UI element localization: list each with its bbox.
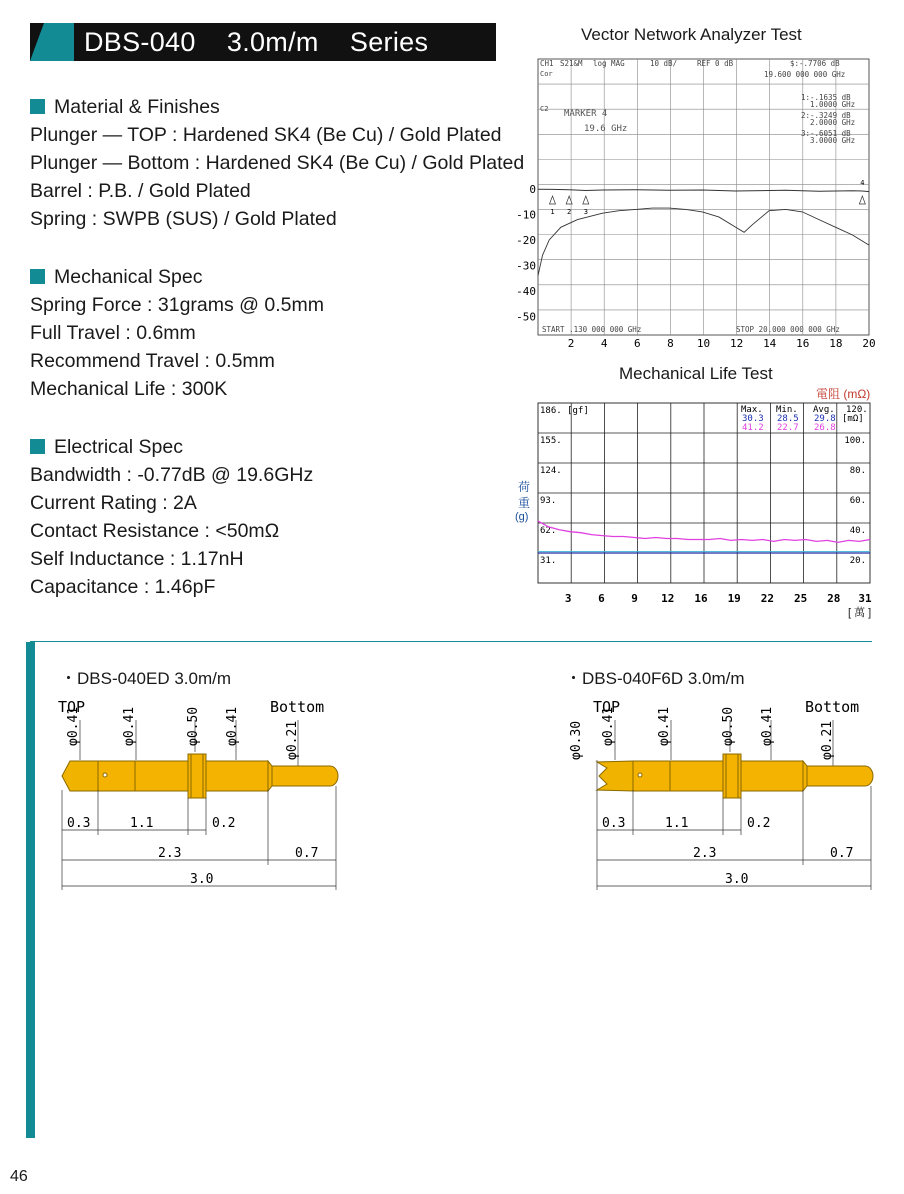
drawing-1-top-label: TOP bbox=[58, 698, 86, 716]
page-title: DBS-040 3.0m/m Series bbox=[84, 27, 429, 57]
life-avg-label: Avg. bbox=[813, 405, 835, 415]
drawing-2-bottom-label: Bottom bbox=[805, 698, 860, 716]
life-x-tick: 16 bbox=[694, 592, 708, 605]
drawing-1-length: 0.2 bbox=[212, 816, 236, 831]
material-line: Spring : SWPB (SUS) / Gold Plated bbox=[30, 208, 337, 230]
drawing-2 bbox=[569, 690, 885, 895]
life-x-tick: 25 bbox=[793, 592, 808, 605]
vna-marker-db: -.6051 dB bbox=[810, 129, 851, 138]
vna-scale: 10 dB/ bbox=[650, 59, 678, 68]
life-right-unit: 電阻 (mΩ) bbox=[816, 387, 871, 401]
vna-marker-table bbox=[801, 93, 855, 145]
vna-marker-id: 2: bbox=[801, 111, 811, 120]
life-y-right-tick: 20. bbox=[849, 556, 866, 566]
life-y-left-tick: 31. bbox=[540, 556, 557, 566]
life-min-blue: 28.5 bbox=[777, 414, 799, 424]
vna-param: S21&M bbox=[560, 59, 583, 68]
drawing-1-dim: φ0.41 bbox=[66, 706, 81, 746]
vna-marker-db: -.3249 dB bbox=[810, 111, 851, 120]
material-line: Plunger — TOP : Hardened SK4 (Be Cu) / Gold Plated bbox=[30, 124, 502, 146]
drawing-2-length: 1.1 bbox=[665, 816, 689, 831]
life-x-unit: [ 萬 ] bbox=[848, 607, 872, 619]
vna-chart bbox=[510, 56, 874, 354]
vna-y-tick: -10 bbox=[516, 208, 536, 222]
vna-c2: C2 bbox=[540, 105, 549, 113]
mechanical-line: Full Travel : 0.6mm bbox=[30, 322, 196, 344]
electrical-line: Self Inductance : 1.17nH bbox=[30, 548, 244, 570]
drawing-2-length: 3.0 bbox=[725, 872, 749, 887]
vna-marker-id: 3: bbox=[801, 129, 811, 138]
vna-marker-num: 1 bbox=[550, 208, 555, 216]
drawing-2-dim: φ0.41 bbox=[601, 706, 616, 746]
material-heading: Material & Finishes bbox=[30, 96, 220, 119]
life-x-tick: 6 bbox=[598, 592, 605, 605]
vna-x-tick: 6 bbox=[633, 337, 641, 350]
material-line: Barrel : P.B. / Gold Plated bbox=[30, 180, 251, 202]
mechanical-line: Recommend Travel : 0.5mm bbox=[30, 350, 275, 372]
vna-x-tick: 18 bbox=[829, 337, 843, 350]
vna-ch: CH1 bbox=[540, 59, 554, 68]
life-y-left-tick: 124. bbox=[540, 466, 562, 476]
drawing-1-bottom-label: Bottom bbox=[270, 698, 325, 716]
life-unit1: 120. bbox=[846, 405, 868, 415]
life-max-pink: 41.2 bbox=[742, 423, 764, 433]
drawing-2-length: 0.3 bbox=[602, 816, 626, 831]
life-y-left-tick: 93. bbox=[540, 496, 557, 506]
life-left-unit-1: 荷 bbox=[518, 480, 531, 494]
life-x-tick: 3 bbox=[564, 592, 572, 605]
section-square-icon bbox=[30, 99, 45, 114]
electrical-line: Contact Resistance : <50mΩ bbox=[30, 520, 280, 542]
life-y-left-tick: 155. bbox=[540, 436, 562, 446]
life-max-blue: 30.3 bbox=[742, 414, 764, 424]
life-max-label: Max. bbox=[741, 405, 763, 415]
electrical-line: Bandwidth : -0.77dB @ 19.6GHz bbox=[30, 464, 314, 486]
life-min-label: Min. bbox=[776, 405, 798, 415]
vna-marker-f: 3.0000 GHz bbox=[810, 136, 856, 145]
vna-x-ticks bbox=[568, 337, 876, 350]
electrical-line: Capacitance : 1.46pF bbox=[30, 576, 216, 598]
drawing-2-title: ・DBS-040F6D 3.0m/m bbox=[565, 669, 745, 688]
drawing-1-dim: φ0.50 bbox=[186, 706, 201, 746]
section-square-icon bbox=[30, 439, 45, 454]
vna-y-tick: -30 bbox=[516, 259, 536, 273]
drawing-2-length: 0.2 bbox=[747, 816, 771, 831]
drawing-1-length: 1.1 bbox=[130, 816, 154, 831]
drawing-1-length: 2.3 bbox=[158, 846, 182, 861]
vna-marker-f: 1.0000 GHz bbox=[810, 100, 856, 109]
vna-marker-id: 1: bbox=[801, 93, 811, 102]
drawing-1-dim: φ0.21 bbox=[285, 720, 300, 760]
drawing-2-dim: φ0.41 bbox=[657, 706, 672, 746]
vna-y-ticks bbox=[516, 183, 536, 324]
drawing-1-dim: φ0.41 bbox=[122, 706, 137, 746]
life-min-pink: 22.7 bbox=[777, 423, 799, 433]
vna-x-tick: 10 bbox=[696, 337, 711, 350]
life-x-tick: 22 bbox=[760, 592, 775, 605]
material-line: Plunger — Bottom : Hardened SK4 (Be Cu) / Gold Plated bbox=[30, 152, 525, 174]
vna-x-tick: 2 bbox=[567, 337, 575, 350]
life-chart bbox=[536, 400, 876, 605]
life-y-right-tick: 100. bbox=[844, 436, 866, 446]
life-y-left-tick: 62. bbox=[540, 526, 557, 536]
drawing-2-dim: φ0.41 bbox=[760, 706, 775, 746]
life-left-unit-3: (g) bbox=[515, 511, 529, 523]
drawing-2-top-label: TOP bbox=[593, 698, 621, 716]
vna-ref: REF 0 dB bbox=[697, 59, 734, 68]
vna-marker-freq: 19.600 000 000 GHz bbox=[764, 70, 846, 79]
life-y-right-tick: 40. bbox=[849, 526, 866, 536]
vna-fmt: log MAG bbox=[593, 59, 625, 68]
vna-y-tick: -20 bbox=[516, 234, 536, 247]
section-square-icon bbox=[30, 269, 45, 284]
vna-y-tick: -40 bbox=[516, 285, 536, 298]
life-avg-blue: 29.8 bbox=[814, 414, 836, 424]
drawing-1-length: 0.3 bbox=[67, 816, 91, 831]
life-x-ticks bbox=[565, 592, 872, 605]
drawing-2-dim: φ0.30 bbox=[569, 720, 584, 760]
vna-y-tick: 0 bbox=[529, 183, 536, 196]
drawing-2-length: 2.3 bbox=[693, 846, 717, 861]
life-y-left-tick: 186. [gf] bbox=[540, 406, 589, 416]
mechanical-heading: Mechanical Spec bbox=[30, 266, 203, 289]
page-number: 46 bbox=[10, 1168, 28, 1185]
life-x-tick: 28 bbox=[827, 592, 841, 605]
vna-marker-db: -.1635 dB bbox=[810, 93, 851, 102]
vna-start: START .130 000 000 GHz bbox=[542, 325, 642, 334]
vna-marker-f: 2.0000 GHz bbox=[810, 118, 856, 127]
vna-x-tick: 14 bbox=[763, 337, 777, 350]
vna-marker-val: $:-.7706 dB bbox=[790, 59, 840, 68]
mechanical-line: Mechanical Life : 300K bbox=[30, 378, 228, 400]
life-title: Mechanical Life Test bbox=[619, 364, 773, 383]
vna-x-tick: 4 bbox=[600, 337, 608, 350]
drawing-2-length: 0.7 bbox=[830, 846, 854, 861]
life-unit2: [mΩ] bbox=[842, 414, 864, 424]
mechanical-line: Spring Force : 31grams @ 0.5mm bbox=[30, 294, 324, 316]
vna-x-tick: 12 bbox=[729, 337, 744, 350]
electrical-heading: Electrical Spec bbox=[30, 436, 183, 459]
electrical-line: Current Rating : 2A bbox=[30, 492, 197, 514]
life-x-tick: 31 bbox=[858, 592, 872, 605]
vna-title: Vector Network Analyzer Test bbox=[581, 25, 802, 44]
life-left-unit-2: 重 bbox=[518, 496, 531, 510]
drawing-2-dim: φ0.50 bbox=[721, 706, 736, 746]
drawing-2-dim: φ0.21 bbox=[820, 720, 835, 760]
side-bar-accent bbox=[26, 642, 35, 1138]
life-y-right-tick: 60. bbox=[849, 496, 866, 506]
life-x-tick: 19 bbox=[727, 592, 741, 605]
vna-x-tick: 8 bbox=[667, 337, 674, 350]
vna-marker-label: MARKER 4 bbox=[564, 109, 608, 119]
vna-x-tick: 16 bbox=[796, 337, 810, 350]
vna-marker-num: 3 bbox=[583, 208, 588, 216]
life-x-tick: 9 bbox=[631, 592, 638, 605]
section-divider bbox=[30, 641, 872, 642]
vna-marker-num: 2 bbox=[567, 208, 572, 216]
vna-cor: Cor bbox=[540, 70, 553, 78]
life-x-tick: 12 bbox=[661, 592, 675, 605]
vna-x-tick: 20 bbox=[862, 337, 876, 350]
vna-marker-freq-label: 19.6 GHz bbox=[584, 124, 628, 134]
life-y-right-tick: 80. bbox=[849, 466, 866, 476]
drawing-1-title: ・DBS-040ED 3.0m/m bbox=[60, 669, 231, 688]
vna-stop: STOP 20.000 000 000 GHz bbox=[736, 325, 840, 334]
drawing-1 bbox=[50, 690, 350, 895]
drawing-1-length: 0.7 bbox=[295, 846, 319, 861]
drawing-1-dim: φ0.41 bbox=[225, 706, 240, 746]
life-avg-pink: 26.8 bbox=[814, 423, 836, 433]
drawing-1-length: 3.0 bbox=[190, 872, 214, 887]
vna-y-tick: -50 bbox=[516, 310, 536, 324]
vna-marker-num: 4 bbox=[860, 179, 865, 187]
